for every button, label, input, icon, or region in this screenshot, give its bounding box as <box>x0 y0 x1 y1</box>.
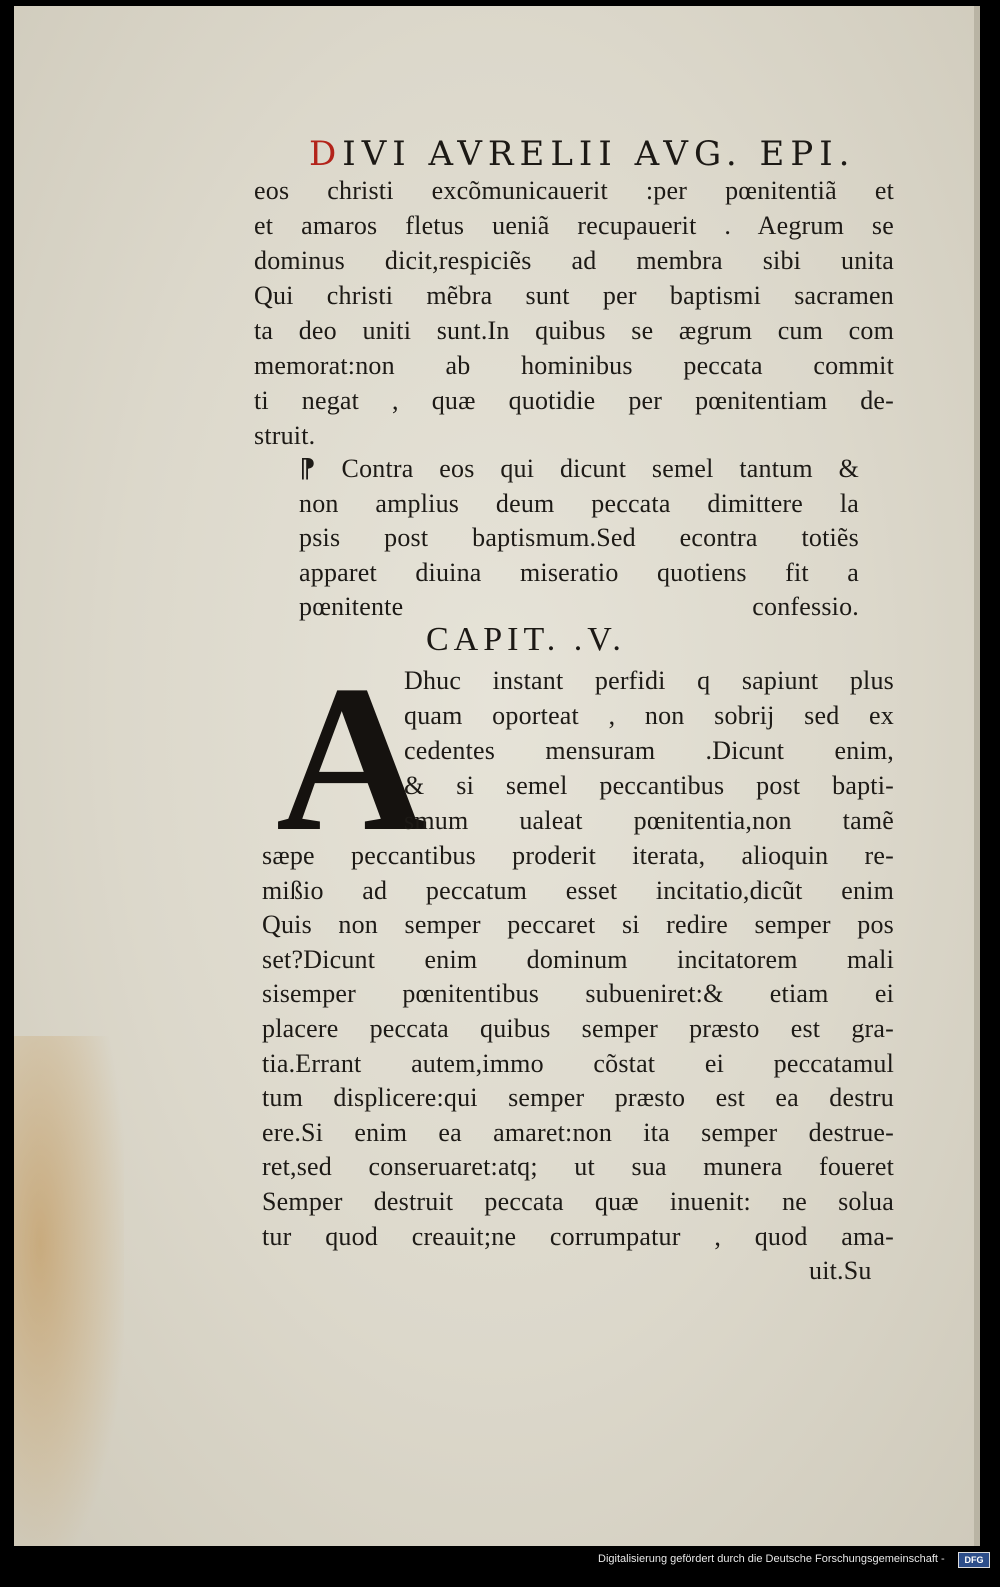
text-line: cedentes mensuram .Dicunt enim, <box>404 736 894 765</box>
running-header <box>309 134 855 174</box>
text-line: placere peccata quibus semper præsto est gra- <box>262 1014 894 1043</box>
text-line: set?Dicunt enim dominum incitatorem mali <box>262 944 894 974</box>
text-line: tur quod creauit;ne corrumpatur , quod ama- <box>262 1221 894 1251</box>
text-line: Semper destruit peccata quæ inuenit: ne solua <box>262 1187 894 1216</box>
text-line: Quis non semper peccaret si redire semper pos <box>262 910 894 940</box>
text-line: apparet diuina miseratio quotiens fit a <box>299 557 859 587</box>
text-line: ti negat , quæ quotidie per pœnitentiam de- <box>254 386 894 415</box>
text-line: & si semel peccantibus post bapti- <box>404 771 894 800</box>
chapter-heading: CAPIT. .V. <box>426 621 626 658</box>
text-line: tum displicere:qui semper præsto est ea destru <box>262 1083 894 1113</box>
footer-credit: Digitalisierung gefördert durch die Deutsche Forschungsgemeinschaft - <box>598 1553 945 1565</box>
text-line: memorat:non ab hominibus peccata commit <box>254 351 894 380</box>
header-text: IVI AVRELII AVG. EPI. <box>342 134 856 174</box>
text-line: non amplius deum peccata dimittere la <box>299 488 859 518</box>
dfg-logo: DFG <box>958 1552 990 1568</box>
text-line: ret,sed conseruaret:atq; ut sua munera foueret <box>262 1152 894 1182</box>
text-line: Dhuc instant perfidi q sapiunt plus <box>404 666 894 695</box>
text-line: Qui christi mẽbra sunt per baptismi sacramen <box>254 281 894 310</box>
text-line: dominus dicit,respiciẽs ad membra sibi unita <box>254 246 894 275</box>
drop-cap: A <box>276 643 428 875</box>
text-line: ta deo uniti sunt.In quibus se ægrum cum com <box>254 316 894 345</box>
text-line: psis post baptismum.Sed econtra totiẽs <box>299 523 859 552</box>
text-line: ere.Si enim ea amaret:non ita semper destrue- <box>262 1117 894 1147</box>
text-line: mißio ad peccatum esset incitatio,dicũt enim <box>262 875 894 905</box>
text-line: quam oporteat , non sobrij sed ex <box>404 701 894 730</box>
text-line: eos christi excõmunicauerit :per pœnitentiã et <box>254 176 894 205</box>
text-line: et amaros fletus ueniã recupauerit . Aegrum se <box>254 211 894 240</box>
text-line: tia.Errant autem,immo cõstat ei peccatamul <box>262 1048 894 1078</box>
text-line: smum ualeat pœnitentia,non tamẽ <box>404 806 894 835</box>
text-line: pœnitente confessio. <box>299 592 859 621</box>
text-line: ⁋ Contra eos qui dicunt semel tantum & <box>299 454 859 483</box>
text-line: uit.Su <box>809 1256 872 1286</box>
book-page <box>14 6 980 1546</box>
water-stain <box>14 1036 124 1546</box>
text-line: struit. <box>254 421 316 450</box>
text-line: sæpe peccantibus proderit iterata, alioquin re- <box>262 841 894 870</box>
header-initial: D <box>309 134 343 174</box>
text-line: sisemper pœnitentibus subueniret:& etiam ei <box>262 979 894 1009</box>
